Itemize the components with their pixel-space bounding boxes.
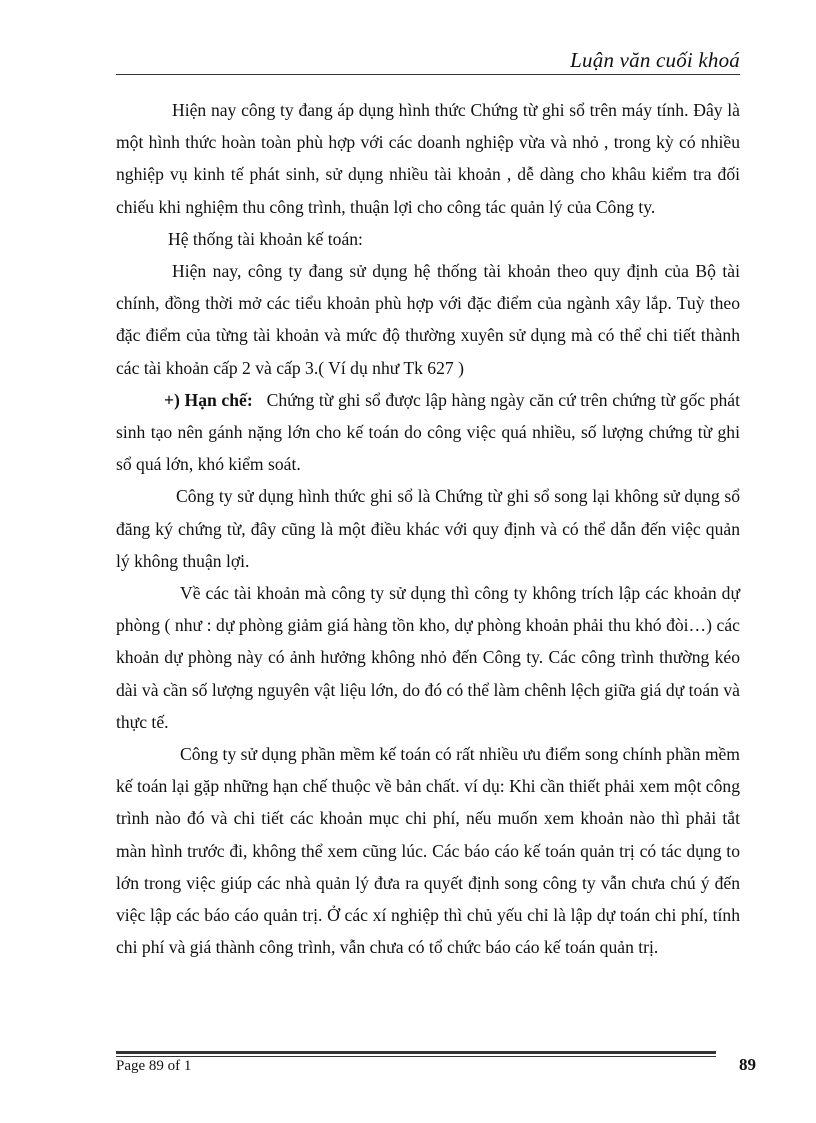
footer-page-label: Page 89 of 1 [116, 1058, 192, 1074]
paragraph-account-system-heading: Hệ thống tài khoản kế toán: [168, 228, 363, 249]
paragraph-voucher-register: Công ty sử dụng hình thức ghi sổ là Chứng từ ghi sổ song lại không sử dụng sổ đăng ký chứng từ, đây cũng là một điều khác với quy định và có thể dẫn đến việc quản lý không thuận lợi. [116, 486, 740, 571]
paragraph-software: Công ty sử dụng phần mềm kế toán có rất nhiều ưu điểm song chính phần mềm kế toán lại gặp những hạn chế thuộc về bản chất. ví dụ: Khi cần thiết phải xem một công trình nào đó và chi tiết các khoản mục chi phí, nếu muốn xem khoản nào thì phải tắt màn hình trước đi, không thể xem cũng lúc. Các báo cáo kế toán quản trị có tác dụng to lớn trong việc giúp các nhà quản lý đưa ra quyết định song công ty vẫn chưa chú ý đến việc lập các báo cáo quản trị. Ở các xí nghiệp thì chủ yếu chỉ là lập dự toán chi phí, tính chi phí và giá thành công trình, vẫn chưa có tổ chức báo cáo kế toán quản trị. [116, 744, 740, 958]
paragraph-provisions: Về các tài khoản mà công ty sử dụng thì công ty không trích lập các khoản dự phòng ( như : dự phòng giảm giá hàng tồn kho, dự phòng khoản phải thu khó đòi…) các khoản dự phòng này có ảnh hưởng không nhỏ đến Công ty. Các công trình thường kéo dài và cần số lượng nguyên vật liệu lớn, do đó có thể làm chênh lệch giữa giá dự toán và thực tế. [116, 583, 740, 732]
limitation-label: +) Hạn chế: [164, 389, 253, 410]
footer-divider [116, 1051, 716, 1057]
footer-page-number: 89 [739, 1055, 756, 1074]
paragraph-accounting-form: Hiện nay công ty đang áp dụng hình thức Chứng từ ghi sổ trên máy tính. Đây là một hình thức hoàn toàn phù hợp với các doanh nghiệp vừa và nhỏ , trong kỳ có nhiều nghiệp vụ kinh tế phát sinh, sử dụng nhiều tài khoản , dễ dàng cho khâu kiểm tra đối chiếu khi nghiệm thu công trình, thuận lợi cho công tác quản lý của Công ty. [116, 100, 740, 217]
paragraph-account-system: Hiện nay, công ty đang sử dụng hệ thống tài khoản theo quy định của Bộ tài chính, đồng thời mở các tiểu khoản phù hợp với đặc điểm của ngành xây lắp. Tuỳ theo đặc điểm của từng tài khoản và mức độ thường xuyên sử dụng mà có thể chi tiết thành các tài khoản cấp 2 và cấp 3.( Ví dụ như Tk 627 ) [116, 261, 740, 378]
document-body [116, 94, 740, 963]
paragraph-limitation [116, 384, 740, 481]
header-divider [116, 74, 740, 75]
limitation-text: Chứng từ ghi sổ được lập hàng ngày căn cứ trên chứng từ gốc phát sinh tạo nên gánh nặng lớn cho kế toán do công việc quá nhiều, số lượng chứng từ ghi sổ quá lớn, khó kiểm soát. [116, 389, 740, 475]
page-header-title: Luận văn cuối khoá [570, 48, 740, 72]
